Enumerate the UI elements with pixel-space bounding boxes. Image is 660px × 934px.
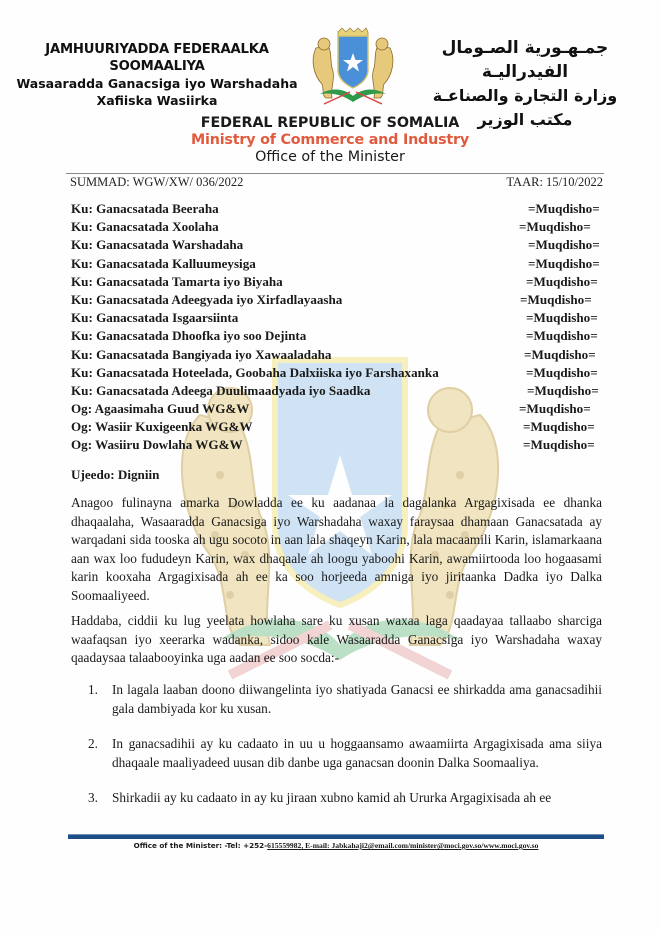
recipient-name: Ku: Ganacsatada Adeega Duulimaadyada iyo Saadka (71, 382, 371, 398)
recipient-name: Og: Wasiir Kuxigeenka WG&W (71, 419, 253, 435)
somali-office-name: Xafiiska Wasiirka (96, 93, 218, 108)
list-item (88, 681, 602, 718)
recipient-name: Ku: Ganacsatada Warshadaha (71, 237, 244, 253)
recipient-row (71, 309, 601, 327)
recipient-city: =Muqdisho= (528, 201, 600, 216)
recipient-name: Ku: Ganacsatada Adeegyada iyo Xirfadlayaasha (71, 291, 343, 307)
list-item-number: 2. (88, 736, 98, 752)
recipient-row (71, 273, 601, 291)
recipient-city: =Muqdisho= (528, 237, 600, 253)
arabic-ministry-name: وزارة التجارة والصناعـة (432, 86, 618, 105)
footer-phone-link[interactable]: 615559982 (267, 841, 302, 850)
recipient-city: =Muqdisho= (526, 328, 598, 344)
recipient-name: Ku: Ganacsatada Dhoofka iyo soo Dejinta (71, 328, 307, 344)
recipient-city: =Muqdisho= (520, 291, 592, 307)
english-office-name: Office of the Minister (255, 149, 405, 165)
recipient-name: Ku: Ganacsatada Tamarta iyo Biyaha (71, 273, 283, 289)
recipient-city: =Muqdisho= (523, 437, 595, 453)
header-divider (66, 173, 604, 174)
list-item-text: In lagala laaban doono diiwangelinta iyo shatiyada Ganacsi ee shirkadda ama ganacsadihii gala dambiyada kor ku xusan. (112, 682, 602, 716)
body-paragraph-2: Haddaba, ciddii ku lug yeelata howlaha sare ku xusan waxaa laga qaadayaa tallaabo sharciga waafaqsan iyo xeerarka wadanka, sidoo kale Wasaaradda Ganacsiga iyo Warshadaha waxay qaadaysaa talaabooyinka uga aadan ee soo socda:- (71, 613, 602, 666)
english-ministry-name: Ministry of Commerce and Industry (191, 132, 469, 148)
recipient-row (71, 418, 601, 436)
recipient-name: Og: Wasiiru Dowlaha WG&W (71, 437, 243, 453)
recipient-city: =Muqdisho= (519, 401, 591, 417)
recipient-row (71, 400, 601, 418)
recipient-city: =Muqdisho= (526, 273, 598, 289)
recipient-row (71, 236, 601, 254)
recipient-city: =Muqdisho= (528, 255, 600, 271)
english-republic-name: FEDERAL REPUBLIC OF SOMALIA (200, 115, 460, 131)
recipient-row (71, 218, 601, 236)
arabic-office-name: مكتب الوزير (477, 110, 573, 129)
somali-header (0, 41, 314, 109)
list-item-number: 3. (88, 790, 98, 806)
recipient-name: Ku: Ganacsatada Beeraha (71, 201, 219, 216)
recipient-row (71, 200, 601, 218)
recipient-name: Og: Agaasimaha Guud WG&W (71, 401, 250, 417)
recipient-row (71, 327, 601, 345)
footer-email-label: , E-mail: (301, 841, 332, 850)
list-item-text: Shirkadii ay ku cadaato in ay ku jiraan xubno kamid ah Ururka Argagixisada ah ee (112, 790, 552, 806)
measures-list (88, 681, 602, 825)
recipient-name: Ku: Ganacsatada Hoteelada, Goobaha Dalxiiska iyo Farshaxanka (71, 364, 439, 380)
recipient-row (71, 436, 601, 454)
recipient-city: =Muqdisho= (519, 219, 591, 235)
letter-date: TAAR: 15/10/2022 (506, 175, 603, 189)
recipient-row (71, 291, 601, 309)
recipient-city: =Muqdisho= (524, 346, 596, 362)
recipient-row (71, 382, 601, 400)
reference-number: SUMMAD: WGW/XW/ 036/2022 (70, 175, 244, 189)
subject-line: Ujeedo: Digniin (71, 467, 160, 482)
recipient-list (71, 200, 601, 455)
recipient-name: Ku: Ganacsatada Isgaarsiinta (71, 310, 239, 326)
list-item (88, 789, 602, 808)
recipient-name: Ku: Ganacsatada Kalluumeysiga (71, 255, 256, 271)
recipient-city: =Muqdisho= (526, 310, 598, 326)
english-header (150, 115, 510, 166)
list-item-text: In ganacsadihii ay ku cadaato in uu u hoggaansamo awaamiirta Argagixisada ama siiya dhaqaale maaliyadeed uusan dib danbe uga ganacsan doonin Dalka Soomaaliya. (112, 736, 602, 770)
recipient-city: =Muqdisho= (523, 419, 595, 435)
footer-divider (68, 835, 604, 839)
arabic-republic-name: جمـهـورية الصـومال الفيدراليـة (441, 38, 609, 82)
somalia-coat-of-arms-icon (310, 26, 396, 106)
recipient-row (71, 346, 601, 364)
list-item (88, 735, 602, 772)
recipient-city: =Muqdisho= (526, 364, 598, 380)
recipient-row (71, 255, 601, 273)
recipient-name: Ku: Ganacsatada Xoolaha (71, 219, 219, 235)
footer-label: Office of the Minister: -Tel: +252- (133, 841, 268, 850)
recipient-row (71, 364, 601, 382)
recipient-city: =Muqdisho= (527, 382, 599, 398)
somali-republic-name: JAMHUURIYADDA FEDERAALKA SOOMAALIYA (45, 42, 269, 74)
footer-contact (68, 841, 604, 850)
footer-email-link[interactable]: Jabkahaji2@email.com/minister@moci.gov.so/www.moci.gov.so (331, 841, 539, 850)
recipient-name: Ku: Ganacsatada Bangiyada iyo Xawaaladaha (71, 346, 332, 362)
body-paragraph-1: Anagoo fulinayna amarka Dowladda ee ku aadanaa la dagalanka Argagixisada ee dhanka dhaqaalaha, Wasaaradda Ganacsiga iyo Warshadaha waxay faraysaa dhamaan Ganacsatada ay warqadani sida tooska ah ugu socoto in aan lala shaqeyn Karin, lala macaamili Karin, islamarkaana aan wax loo fududeyn Karin, wax dhaqaale ah loogu yaboohi Karin, awamiirtooda loo hogaasami karin kooxaha Argagixisada ah ee ka soo horjeeda amniga iyo jiritaanka Dadka iyo Dalka Soomaaliyeed. (71, 495, 602, 603)
somali-ministry-name: Wasaaradda Ganacsiga iyo Warshadaha (16, 76, 298, 91)
list-item-number: 1. (88, 682, 98, 697)
